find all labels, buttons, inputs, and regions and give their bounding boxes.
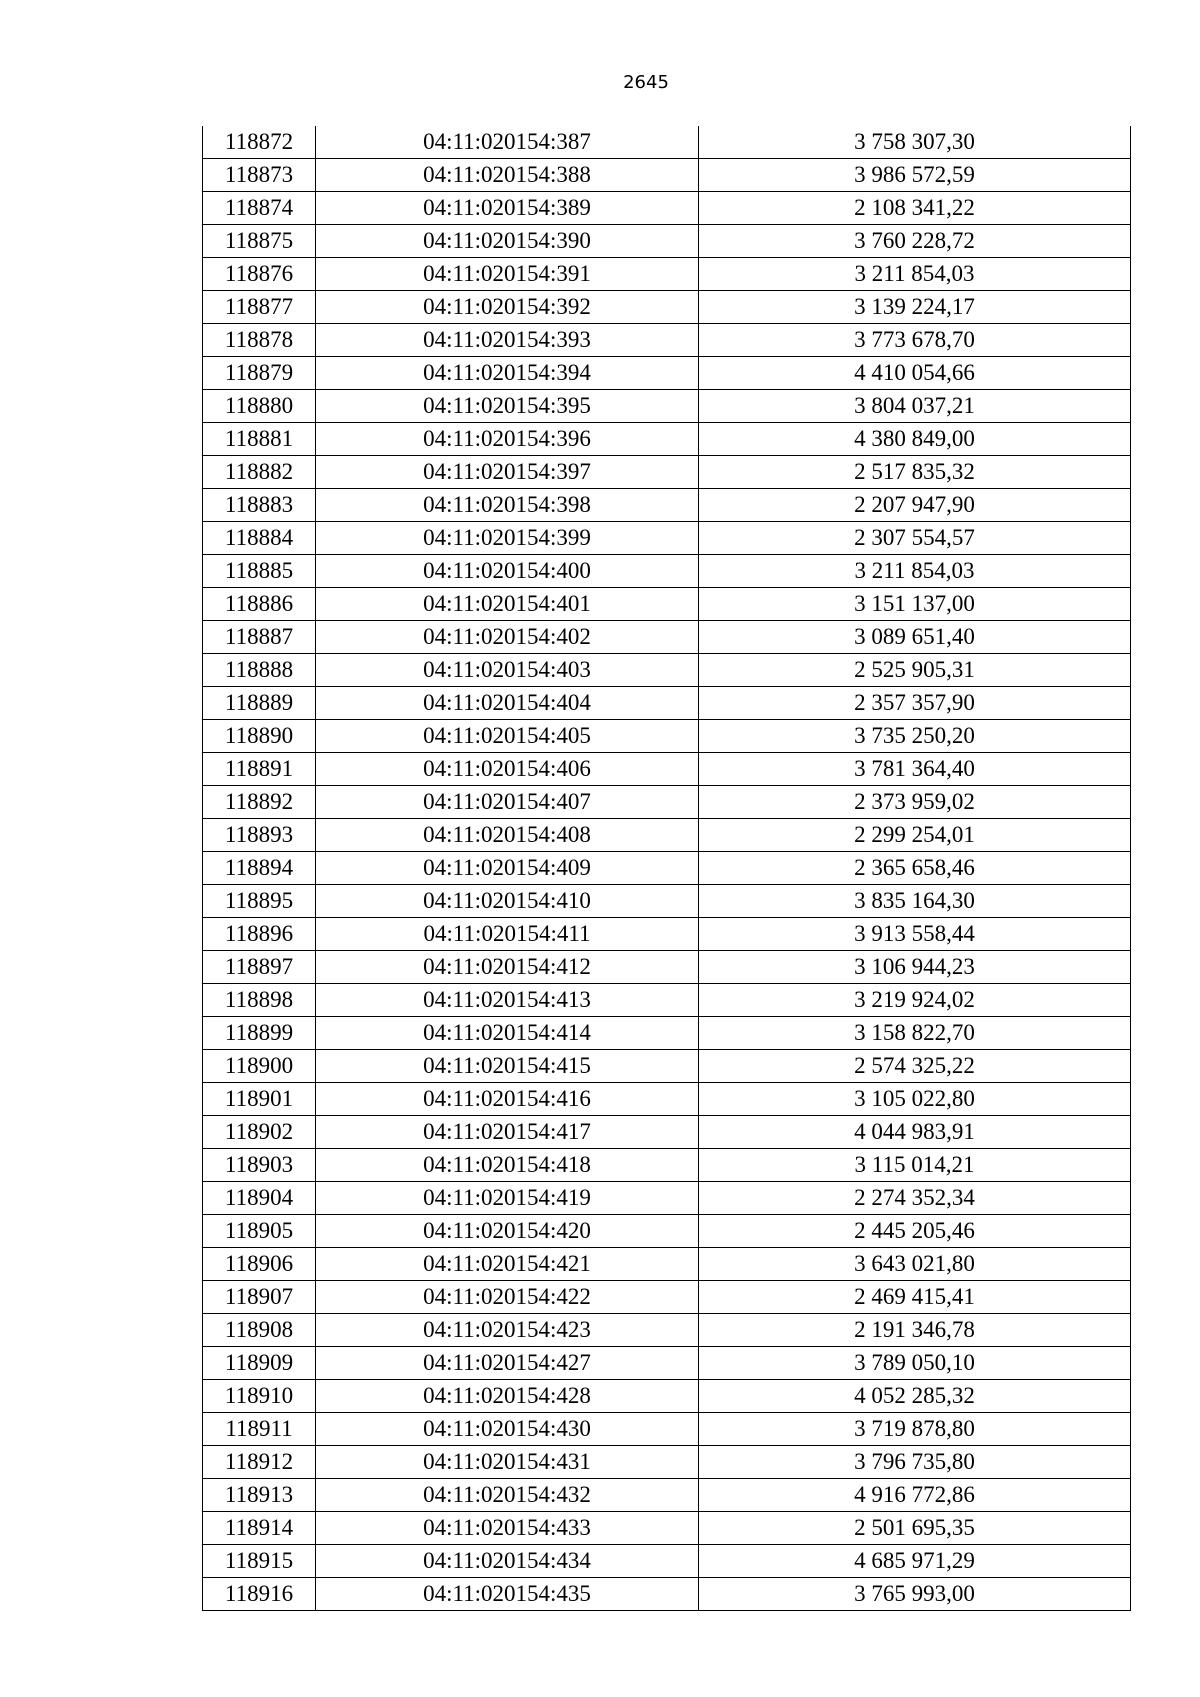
value-cell: 2 469 415,41 (699, 1281, 1131, 1314)
table-row (203, 522, 1131, 555)
cadastral-number-cell: 04:11:020154:392 (316, 291, 699, 324)
table-row (203, 588, 1131, 621)
value-cell: 4 685 971,29 (699, 1545, 1131, 1578)
cadastral-number-cell: 04:11:020154:418 (316, 1149, 699, 1182)
cadastral-number-cell: 04:11:020154:427 (316, 1347, 699, 1380)
cadastral-number-cell: 04:11:020154:403 (316, 654, 699, 687)
cadastral-number-cell: 04:11:020154:393 (316, 324, 699, 357)
value-cell: 3 758 307,30 (699, 126, 1131, 159)
row-number-cell: 118909 (203, 1347, 316, 1380)
registry-table (202, 126, 1131, 1611)
cadastral-number-cell: 04:11:020154:421 (316, 1248, 699, 1281)
value-cell: 3 115 014,21 (699, 1149, 1131, 1182)
table-row (203, 1347, 1131, 1380)
value-cell: 2 108 341,22 (699, 192, 1131, 225)
row-number-cell: 118905 (203, 1215, 316, 1248)
row-number-cell: 118898 (203, 984, 316, 1017)
row-number-cell: 118880 (203, 390, 316, 423)
row-number-cell: 118907 (203, 1281, 316, 1314)
value-cell: 2 574 325,22 (699, 1050, 1131, 1083)
cadastral-number-cell: 04:11:020154:430 (316, 1413, 699, 1446)
value-cell: 3 835 164,30 (699, 885, 1131, 918)
value-cell: 3 773 678,70 (699, 324, 1131, 357)
table-row (203, 1545, 1131, 1578)
table-row (203, 291, 1131, 324)
cadastral-number-cell: 04:11:020154:416 (316, 1083, 699, 1116)
table-row (203, 819, 1131, 852)
table-row (203, 1149, 1131, 1182)
cadastral-number-cell: 04:11:020154:391 (316, 258, 699, 291)
row-number-cell: 118874 (203, 192, 316, 225)
table-row (203, 159, 1131, 192)
value-cell: 2 207 947,90 (699, 489, 1131, 522)
cadastral-number-cell: 04:11:020154:390 (316, 225, 699, 258)
row-number-cell: 118875 (203, 225, 316, 258)
table-row (203, 1413, 1131, 1446)
cadastral-number-cell: 04:11:020154:400 (316, 555, 699, 588)
row-number-cell: 118889 (203, 687, 316, 720)
cadastral-number-cell: 04:11:020154:433 (316, 1512, 699, 1545)
value-cell: 3 796 735,80 (699, 1446, 1131, 1479)
value-cell: 3 913 558,44 (699, 918, 1131, 951)
cadastral-number-cell: 04:11:020154:434 (316, 1545, 699, 1578)
row-number-cell: 118896 (203, 918, 316, 951)
cadastral-number-cell: 04:11:020154:423 (316, 1314, 699, 1347)
value-cell: 2 191 346,78 (699, 1314, 1131, 1347)
cadastral-number-cell: 04:11:020154:413 (316, 984, 699, 1017)
row-number-cell: 118890 (203, 720, 316, 753)
cadastral-number-cell: 04:11:020154:412 (316, 951, 699, 984)
table-row (203, 1314, 1131, 1347)
table-row (203, 786, 1131, 819)
table-row (203, 852, 1131, 885)
cadastral-number-cell: 04:11:020154:409 (316, 852, 699, 885)
table-row (203, 687, 1131, 720)
row-number-cell: 118916 (203, 1578, 316, 1611)
row-number-cell: 118901 (203, 1083, 316, 1116)
row-number-cell: 118894 (203, 852, 316, 885)
table-row (203, 1446, 1131, 1479)
row-number-cell: 118876 (203, 258, 316, 291)
table-row (203, 1050, 1131, 1083)
cadastral-number-cell: 04:11:020154:401 (316, 588, 699, 621)
registry-table-body (203, 126, 1131, 1611)
table-row (203, 357, 1131, 390)
row-number-cell: 118879 (203, 357, 316, 390)
table-row (203, 654, 1131, 687)
cadastral-number-cell: 04:11:020154:419 (316, 1182, 699, 1215)
value-cell: 2 517 835,32 (699, 456, 1131, 489)
table-row (203, 1017, 1131, 1050)
table-row (203, 1083, 1131, 1116)
row-number-cell: 118888 (203, 654, 316, 687)
cadastral-number-cell: 04:11:020154:420 (316, 1215, 699, 1248)
cadastral-number-cell: 04:11:020154:417 (316, 1116, 699, 1149)
row-number-cell: 118906 (203, 1248, 316, 1281)
table-row (203, 918, 1131, 951)
table-row (203, 951, 1131, 984)
table-row (203, 423, 1131, 456)
value-cell: 2 299 254,01 (699, 819, 1131, 852)
cadastral-number-cell: 04:11:020154:405 (316, 720, 699, 753)
cadastral-number-cell: 04:11:020154:399 (316, 522, 699, 555)
row-number-cell: 118877 (203, 291, 316, 324)
cadastral-number-cell: 04:11:020154:404 (316, 687, 699, 720)
table-row (203, 1182, 1131, 1215)
value-cell: 3 804 037,21 (699, 390, 1131, 423)
row-number-cell: 118895 (203, 885, 316, 918)
table-row (203, 126, 1131, 159)
cadastral-number-cell: 04:11:020154:408 (316, 819, 699, 852)
table-row (203, 1281, 1131, 1314)
row-number-cell: 118886 (203, 588, 316, 621)
row-number-cell: 118881 (203, 423, 316, 456)
cadastral-number-cell: 04:11:020154:428 (316, 1380, 699, 1413)
cadastral-number-cell: 04:11:020154:398 (316, 489, 699, 522)
cadastral-number-cell: 04:11:020154:394 (316, 357, 699, 390)
row-number-cell: 118873 (203, 159, 316, 192)
value-cell: 2 501 695,35 (699, 1512, 1131, 1545)
table-row (203, 753, 1131, 786)
row-number-cell: 118915 (203, 1545, 316, 1578)
value-cell: 3 139 224,17 (699, 291, 1131, 324)
row-number-cell: 118878 (203, 324, 316, 357)
value-cell: 4 052 285,32 (699, 1380, 1131, 1413)
cadastral-number-cell: 04:11:020154:431 (316, 1446, 699, 1479)
value-cell: 4 044 983,91 (699, 1116, 1131, 1149)
cadastral-number-cell: 04:11:020154:402 (316, 621, 699, 654)
row-number-cell: 118897 (203, 951, 316, 984)
value-cell: 3 211 854,03 (699, 258, 1131, 291)
cadastral-number-cell: 04:11:020154:387 (316, 126, 699, 159)
value-cell: 2 365 658,46 (699, 852, 1131, 885)
row-number-cell: 118914 (203, 1512, 316, 1545)
row-number-cell: 118882 (203, 456, 316, 489)
table-row (203, 489, 1131, 522)
row-number-cell: 118912 (203, 1446, 316, 1479)
table-row (203, 621, 1131, 654)
table-row (203, 192, 1131, 225)
cadastral-number-cell: 04:11:020154:406 (316, 753, 699, 786)
value-cell: 3 719 878,80 (699, 1413, 1131, 1446)
row-number-cell: 118884 (203, 522, 316, 555)
value-cell: 4 380 849,00 (699, 423, 1131, 456)
table-row (203, 1380, 1131, 1413)
row-number-cell: 118910 (203, 1380, 316, 1413)
cadastral-number-cell: 04:11:020154:414 (316, 1017, 699, 1050)
row-number-cell: 118903 (203, 1149, 316, 1182)
value-cell: 2 357 357,90 (699, 687, 1131, 720)
table-row (203, 1578, 1131, 1611)
table-row (203, 1248, 1131, 1281)
row-number-cell: 118891 (203, 753, 316, 786)
table-row (203, 555, 1131, 588)
value-cell: 2 307 554,57 (699, 522, 1131, 555)
table-row (203, 1215, 1131, 1248)
value-cell: 2 373 959,02 (699, 786, 1131, 819)
cadastral-number-cell: 04:11:020154:432 (316, 1479, 699, 1512)
row-number-cell: 118911 (203, 1413, 316, 1446)
value-cell: 2 445 205,46 (699, 1215, 1131, 1248)
value-cell: 2 525 905,31 (699, 654, 1131, 687)
row-number-cell: 118883 (203, 489, 316, 522)
table-row (203, 225, 1131, 258)
row-number-cell: 118908 (203, 1314, 316, 1347)
table-row (203, 984, 1131, 1017)
table-row (203, 1512, 1131, 1545)
cadastral-number-cell: 04:11:020154:422 (316, 1281, 699, 1314)
row-number-cell: 118904 (203, 1182, 316, 1215)
table-row (203, 1116, 1131, 1149)
row-number-cell: 118893 (203, 819, 316, 852)
row-number-cell: 118887 (203, 621, 316, 654)
table-row (203, 720, 1131, 753)
cadastral-number-cell: 04:11:020154:389 (316, 192, 699, 225)
row-number-cell: 118885 (203, 555, 316, 588)
row-number-cell: 118913 (203, 1479, 316, 1512)
value-cell: 3 211 854,03 (699, 555, 1131, 588)
cadastral-number-cell: 04:11:020154:407 (316, 786, 699, 819)
cadastral-number-cell: 04:11:020154:397 (316, 456, 699, 489)
value-cell: 4 916 772,86 (699, 1479, 1131, 1512)
cadastral-number-cell: 04:11:020154:411 (316, 918, 699, 951)
value-cell: 3 151 137,00 (699, 588, 1131, 621)
value-cell: 3 106 944,23 (699, 951, 1131, 984)
cadastral-number-cell: 04:11:020154:415 (316, 1050, 699, 1083)
value-cell: 2 274 352,34 (699, 1182, 1131, 1215)
value-cell: 3 735 250,20 (699, 720, 1131, 753)
table-row (203, 390, 1131, 423)
cadastral-number-cell: 04:11:020154:410 (316, 885, 699, 918)
cadastral-number-cell: 04:11:020154:395 (316, 390, 699, 423)
value-cell: 3 781 364,40 (699, 753, 1131, 786)
value-cell: 3 105 022,80 (699, 1083, 1131, 1116)
value-cell: 3 789 050,10 (699, 1347, 1131, 1380)
value-cell: 3 760 228,72 (699, 225, 1131, 258)
row-number-cell: 118892 (203, 786, 316, 819)
table-row (203, 456, 1131, 489)
cadastral-number-cell: 04:11:020154:388 (316, 159, 699, 192)
table-row (203, 258, 1131, 291)
value-cell: 3 765 993,00 (699, 1578, 1131, 1611)
row-number-cell: 118899 (203, 1017, 316, 1050)
row-number-cell: 118872 (203, 126, 316, 159)
table-row (203, 1479, 1131, 1512)
table-row (203, 324, 1131, 357)
value-cell: 3 219 924,02 (699, 984, 1131, 1017)
value-cell: 3 986 572,59 (699, 159, 1131, 192)
row-number-cell: 118900 (203, 1050, 316, 1083)
page-number: 2645 (623, 72, 669, 93)
cadastral-number-cell: 04:11:020154:396 (316, 423, 699, 456)
cadastral-number-cell: 04:11:020154:435 (316, 1578, 699, 1611)
value-cell: 3 643 021,80 (699, 1248, 1131, 1281)
value-cell: 4 410 054,66 (699, 357, 1131, 390)
value-cell: 3 158 822,70 (699, 1017, 1131, 1050)
row-number-cell: 118902 (203, 1116, 316, 1149)
table-row (203, 885, 1131, 918)
value-cell: 3 089 651,40 (699, 621, 1131, 654)
